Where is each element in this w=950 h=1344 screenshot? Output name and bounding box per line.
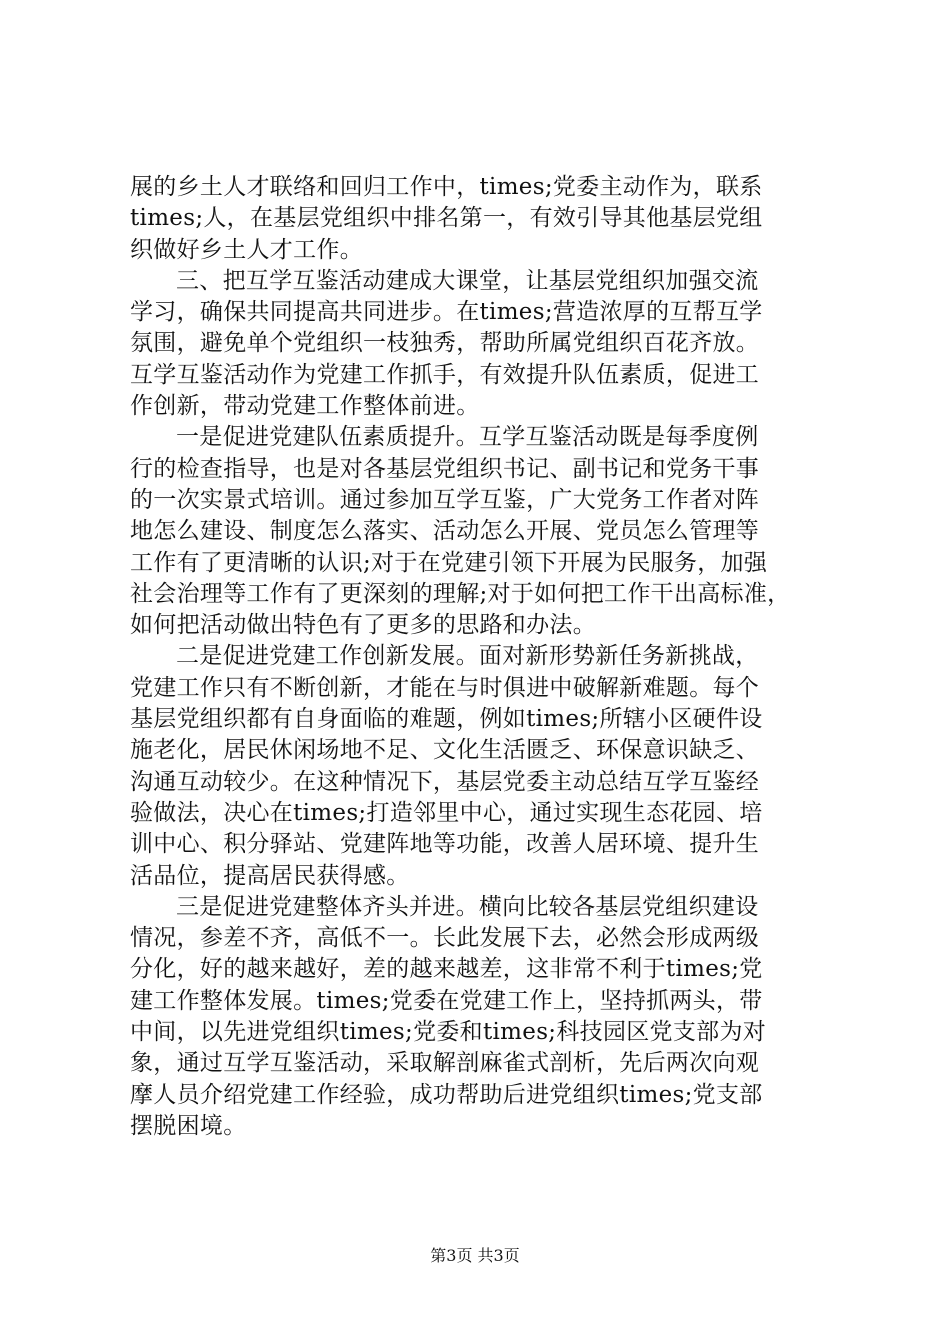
text-line: 验做法，决心在times;打造邻里中心，通过实现生态花园、培 — [130, 799, 763, 826]
text-line: 展的乡土人才联络和回归工作中，times;党委主动作为，联系 — [130, 174, 763, 200]
text-line: 沟通互动较少。在这种情况下，基层党委主动总结互学互鉴经 — [130, 768, 760, 795]
text-line: 摆脱困境。 — [130, 1112, 247, 1139]
text-line: 行的检查指导，也是对各基层党组织书记、副书记和党务干事 — [130, 455, 760, 482]
text-line: 施老化，居民休闲场地不足、文化生活匮乏、环保意识缺乏、 — [130, 737, 760, 764]
text-line: 训中心、积分驿站、党建阵地等功能，改善人居环境、提升生 — [130, 831, 760, 858]
text-line: 摩人员介绍党建工作经验，成功帮助后进党组织times;党支部 — [130, 1081, 763, 1108]
text-line: 互学互鉴活动作为党建工作抓手，有效提升队伍素质，促进工 — [130, 361, 760, 388]
text-line: times;人，在基层党组织中排名第一，有效引导其他基层党组 — [130, 205, 763, 232]
text-line: 作创新，带动党建工作整体前进。 — [130, 393, 480, 420]
paragraph-first-line: 三是促进党建整体齐头并进。横向比较各基层党组织建设 — [176, 893, 759, 920]
page-footer: 第3页 共3页 — [430, 1246, 520, 1265]
text-line: 象，通过互学互鉴活动，采取解剖麻雀式剖析，先后两次向观 — [130, 1050, 760, 1077]
text-line: 中间，以先进党组织times;党委和times;科技园区党支部为对 — [130, 1019, 767, 1046]
document-body — [130, 172, 830, 1142]
text-line: 活品位，提高居民获得感。 — [130, 862, 410, 889]
text-line: 地怎么建设、制度怎么落实、活动怎么开展、党员怎么管理等 — [130, 518, 760, 545]
paragraph-first-line: 一是促进党建队伍素质提升。互学互鉴活动既是每季度例 — [176, 424, 759, 451]
text-line: 织做好乡土人才工作。 — [130, 236, 363, 263]
text-line: 工作有了更清晰的认识;对于在党建引领下开展为民服务，加强 — [130, 549, 768, 576]
text-line: 氛围，避免单个党组织一枝独秀，帮助所属党组织百花齐放。 — [130, 330, 760, 357]
text-line: 基层党组织都有自身面临的难题，例如times;所辖小区硬件设 — [130, 706, 763, 733]
text-line: 分化，好的越来越好，差的越来越差，这非常不利于times;党 — [130, 956, 763, 983]
paragraph-first-line: 三、把互学互鉴活动建成大课堂，让基层党组织加强交流 — [176, 267, 759, 294]
text-line: 党建工作只有不断创新，才能在与时俱进中破解新难题。每个 — [130, 674, 760, 701]
text-line: 建工作整体发展。times;党委在党建工作上，坚持抓两头，带 — [130, 987, 763, 1014]
text-line: 社会治理等工作有了更深刻的理解;对于如何把工作干出高标准， — [130, 580, 791, 607]
text-line: 如何把活动做出特色有了更多的思路和办法。 — [130, 612, 596, 639]
text-line: 情况，参差不齐，高低不一。长此发展下去，必然会形成两级 — [130, 925, 760, 952]
text-line: 学习，确保共同提高共同进步。在times;营造浓厚的互帮互学 — [130, 299, 763, 326]
text-line: 的一次实景式培训。通过参加互学互鉴，广大党务工作者对阵 — [130, 486, 760, 513]
paragraph-first-line: 二是促进党建工作创新发展。面对新形势新任务新挑战， — [176, 643, 759, 670]
